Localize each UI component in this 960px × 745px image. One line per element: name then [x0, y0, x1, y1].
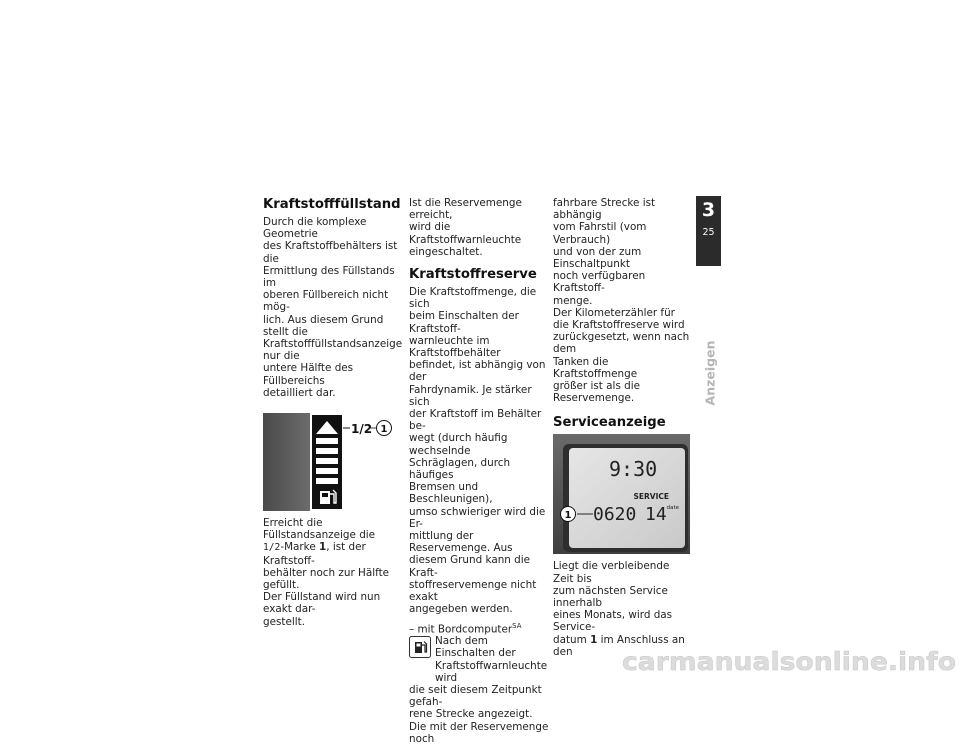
watermark-logo: [620, 645, 960, 679]
mark-code: 1/2: [263, 542, 281, 554]
text-line: lich. Aus diesem Grund stellt die: [263, 313, 384, 338]
text-line: Durch die komplexe Geometrie: [263, 216, 367, 241]
text-line: Schräglagen, durch häufiges: [409, 456, 511, 482]
text-line: untere Hälfte des Füllbereichs: [263, 362, 354, 387]
text-line: [263, 541, 403, 566]
text-fragment: im Anschluss an den: [553, 633, 685, 658]
text-line: und von der zum Einschaltpunkt: [553, 245, 642, 271]
onboard-computer-bullet: [409, 620, 549, 636]
text-line: angegeben werden.: [409, 603, 513, 616]
text-line: Kraftstoffwarnleuchte wird: [435, 659, 548, 684]
text-line: zum nächsten Service innerhalb: [553, 584, 668, 610]
text-line: wegt (durch häufig wechselnde: [409, 432, 508, 457]
text-line: größer ist als die Reservemenge.: [553, 380, 641, 405]
service-date-day: 14: [645, 504, 667, 526]
reserve-paragraph: [409, 286, 549, 615]
text-line: Die mit der Reservemenge noch: [409, 720, 549, 745]
text-line: rene Strecke angezeigt.: [409, 708, 533, 721]
text-line: Ermittlung des Füllstands im: [263, 264, 395, 290]
text-fragment: datum: [553, 633, 591, 646]
after-figure-paragraph: [263, 517, 403, 628]
fuel-gauge-illustration: [263, 413, 397, 511]
text-line: Bremsen und Beschleunigen),: [409, 481, 493, 506]
heading-kraftstofffuellstand: Kraftstofffüllstand: [263, 197, 401, 212]
text-line: mittlung der Reservemenge. Aus: [409, 530, 513, 555]
text-line: umso schwieriger wird die Er-: [409, 505, 546, 530]
service-label: SERVICE: [633, 492, 669, 502]
text-line: warnleuchte im Kraftstoffbehälter: [409, 334, 501, 360]
heading-serviceanzeige: Serviceanzeige: [553, 415, 666, 431]
service-date-code: 0620: [593, 504, 637, 526]
text-fragment: , ist der Kraftstoff-: [263, 541, 366, 567]
text-line: Kraftstofffüllstandsanzeige nur die: [263, 338, 403, 363]
fuel-warning-icon: [409, 636, 431, 661]
text-line: Die Kraftstoffmenge, die sich: [409, 286, 537, 311]
text-line: Tanken die Kraftstoffmenge: [553, 355, 638, 380]
section-label-text: Anzeigen: [702, 340, 718, 406]
fuel-gauge-figure: [263, 413, 397, 511]
note-continuation: [409, 684, 549, 745]
text-line: vom Fahrstil (vom Verbrauch): [553, 221, 647, 246]
page-number: 25: [702, 227, 715, 238]
service-paragraph: [553, 560, 693, 658]
chapter-number: 3: [701, 199, 716, 221]
text-line: der Kraftstoff im Behälter be-: [409, 408, 542, 433]
text-line: detailliert dar.: [263, 386, 336, 399]
chapter-tab: [696, 196, 721, 266]
callout-number: 1: [380, 424, 388, 436]
column-2: [409, 197, 549, 745]
intro-paragraph: [263, 216, 403, 399]
text-line: diesem Grund kann die Kraft-: [409, 554, 531, 579]
text-line: fahrbare Strecke ist abhängig: [553, 197, 656, 222]
text-line: oberen Füllbereich nicht mög-: [263, 289, 389, 314]
text-line: wird die Kraftstoffwarnleuchte: [409, 221, 522, 246]
text-line: des Kraftstoffbehälters ist die: [263, 240, 398, 265]
text-line: die seit diesem Zeitpunkt gefah-: [409, 683, 542, 709]
text-line: menge.: [553, 294, 593, 307]
callout-number: 1: [564, 510, 572, 522]
date-label: date: [666, 505, 679, 512]
service-display-figure: [553, 434, 690, 554]
text-line: beim Einschalten der Kraftstoff-: [409, 310, 519, 335]
half-mark-label: 1/2: [351, 422, 373, 437]
bold-reference: 1: [590, 633, 598, 646]
text-line: die Kraftstoffreserve wird: [553, 319, 685, 332]
reserve-intro: [409, 197, 549, 258]
text-line: Nach dem Einschalten der: [435, 635, 516, 660]
bold-reference: 1: [319, 541, 327, 554]
column-1: [263, 197, 403, 628]
text-line: Der Kilometerzähler für: [553, 306, 675, 319]
bullet-text: – mit Bordcomputer: [409, 622, 513, 635]
text-fragment: -Marke: [280, 541, 320, 554]
service-display-illustration: [553, 434, 690, 554]
text-line: Fahrdynamik. Je stärker sich: [409, 383, 532, 408]
text-line: befindet, ist abhängig von der: [409, 359, 546, 384]
text-line: Der Füllstand wird nun exakt dar-: [263, 591, 381, 616]
watermark-text: carmanualsonline.info: [622, 647, 956, 676]
text-line: behälter noch zur Hälfte gefüllt.: [263, 566, 390, 592]
text-line: Liegt die verbleibende Zeit bis: [553, 560, 670, 585]
heading-kraftstoffreserve: Kraftstoffreserve: [409, 267, 537, 283]
column-3: [553, 197, 693, 658]
text-line: stoffreservemenge nicht exakt: [409, 578, 537, 604]
section-label: [702, 333, 718, 413]
special-accessory-mark: SA: [512, 621, 522, 630]
text-line: eines Monats, wird das Service-: [553, 609, 673, 634]
fuel-warning-note: [409, 635, 549, 684]
text-line: Erreicht die Füllstandsanzeige die: [263, 517, 376, 542]
text-line: noch verfügbaren Kraftstoff-: [553, 270, 646, 295]
text-line: Ist die Reservemenge erreicht,: [409, 197, 522, 222]
service-time: 9:30: [609, 457, 658, 482]
text-line: gestellt.: [263, 615, 306, 628]
reserve-continuation: [553, 197, 693, 404]
text-line: eingeschaltet.: [409, 245, 483, 258]
text-line: zurückgesetzt, wenn nach dem: [553, 331, 690, 356]
